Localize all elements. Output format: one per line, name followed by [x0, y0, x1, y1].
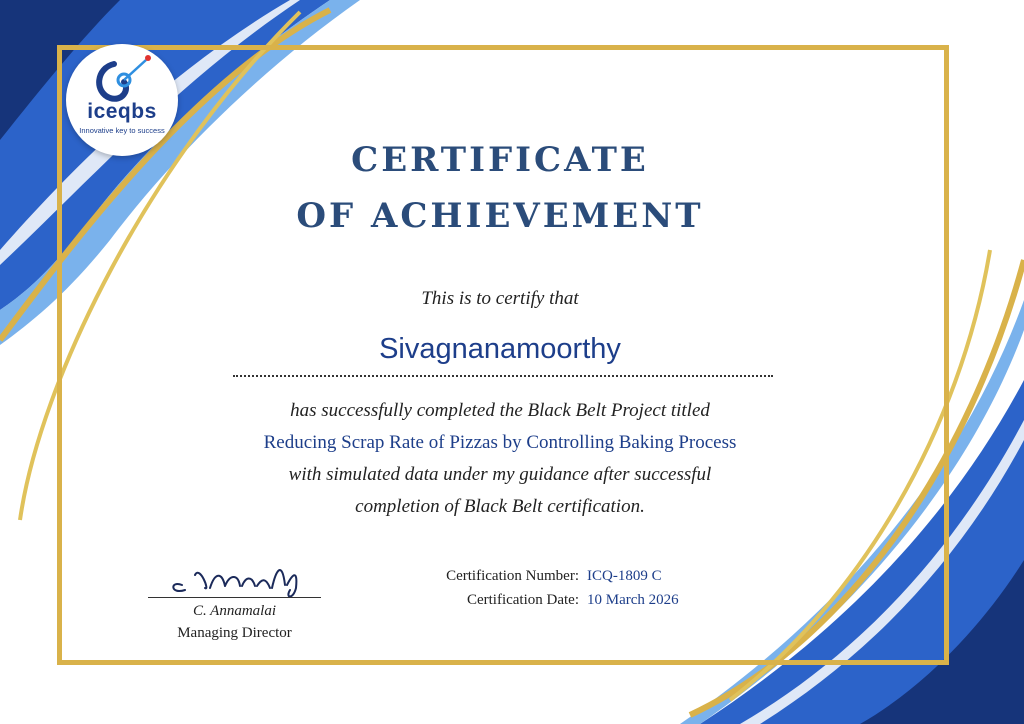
body-text-line1: has successfully completed the Black Belt Project titled: [290, 400, 710, 421]
logo-wordmark: iceqbs: [87, 100, 157, 123]
project-title: Reducing Scrap Rate of Pizzas by Controlling Baking Process: [263, 432, 737, 453]
company-logo: [66, 44, 178, 156]
name-dotted-line: [233, 375, 773, 377]
body-text-line4: completion of Black Belt certification.: [355, 496, 645, 517]
certificate-title-line1: CERTIFICATE: [351, 140, 649, 180]
certificate-title-line2: OF ACHIEVEMENT: [296, 196, 704, 236]
certification-number-label: Certification Number:: [446, 568, 579, 584]
certification-date-label: Certification Date:: [466, 592, 579, 608]
certification-date-value: 10 March 2026: [587, 592, 679, 608]
body-text-line3: with simulated data under my guidance after successful: [288, 464, 712, 485]
signature-line: [148, 597, 321, 598]
recipient-name: Sivagnanamoorthy: [379, 333, 621, 365]
signatory-name: C. Annamalai: [192, 603, 277, 619]
logo-tagline: Innovative key to success: [79, 126, 165, 135]
certify-lead-text: This is to certify that: [421, 288, 579, 309]
certification-number-value: ICQ-1809 C: [587, 568, 662, 584]
signatory-role: Managing Director: [177, 625, 292, 641]
